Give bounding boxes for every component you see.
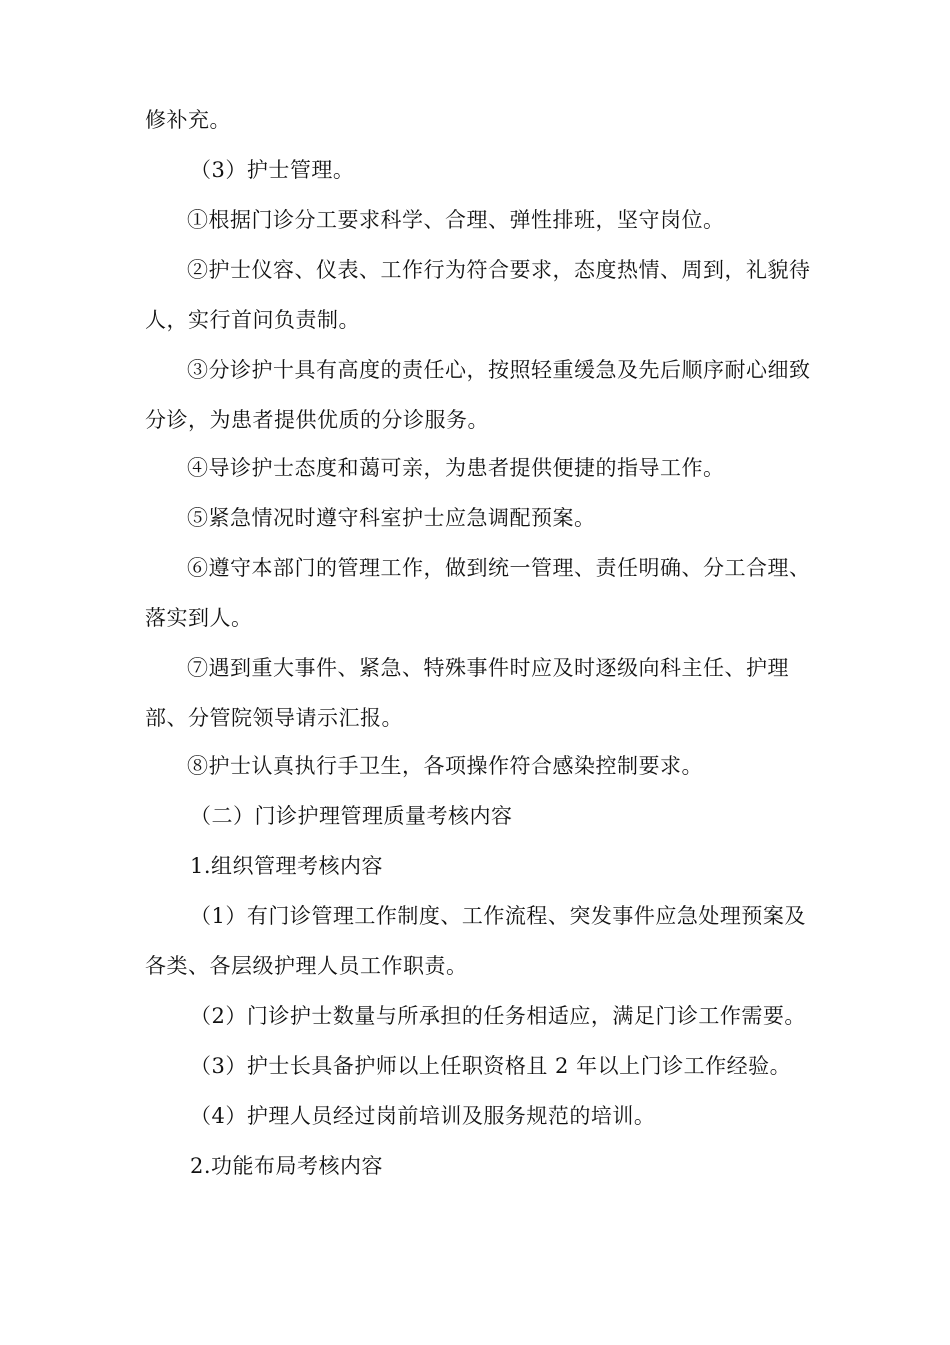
item-2: ②护士仪容、仪表、工作行为符合要求，态度热情、周到，礼貌待人，实行首问负责制。 <box>145 258 811 332</box>
item-3: ③分诊护十具有高度的责任心，按照轻重缓急及先后顺序耐心细致分诊，为患者提供优质的分诊服务。 <box>145 358 811 432</box>
criterion-1: （1）有门诊管理工作制度、工作流程、突发事件应急处理预案及各类、各层级护理人员工作职责。 <box>145 904 806 978</box>
item-5: ⑤紧急情况时遵守科室护士应急调配预案。 <box>187 506 596 530</box>
heading-nurse-management: （3）护士管理。 <box>190 158 355 182</box>
item-7: ⑦遇到重大事件、紧急、特殊事件时应及时逐级向科主任、护理部、分管院领导请示汇报。 <box>145 656 789 730</box>
criterion-3: （3）护士长具备护师以上任职资格且 2 年以上门诊工作经验。 <box>190 1054 792 1078</box>
paragraph-continuation: 修补充。 <box>145 108 231 132</box>
item-8: ⑧护士认真执行手卫生，各项操作符合感染控制要求。 <box>187 754 703 778</box>
section-heading: （二）门诊护理管理质量考核内容 <box>190 804 513 828</box>
criterion-4: （4）护理人员经过岗前培训及服务规范的培训。 <box>190 1104 656 1128</box>
item-4: ④导诊护士态度和蔼可亲，为患者提供便捷的指导工作。 <box>187 456 725 480</box>
criterion-2: （2）门诊护士数量与所承担的任务相适应，满足门诊工作需要。 <box>190 1004 806 1028</box>
item-6: ⑥遵守本部门的管理工作，做到统一管理、责任明确、分工合理、落实到人。 <box>145 556 811 630</box>
item-1: ①根据门诊分工要求科学、合理、弹性排班，坚守岗位。 <box>187 208 725 232</box>
subsection-heading-1: 1.组织管理考核内容 <box>190 854 384 878</box>
subsection-heading-2: 2.功能布局考核内容 <box>190 1154 384 1178</box>
